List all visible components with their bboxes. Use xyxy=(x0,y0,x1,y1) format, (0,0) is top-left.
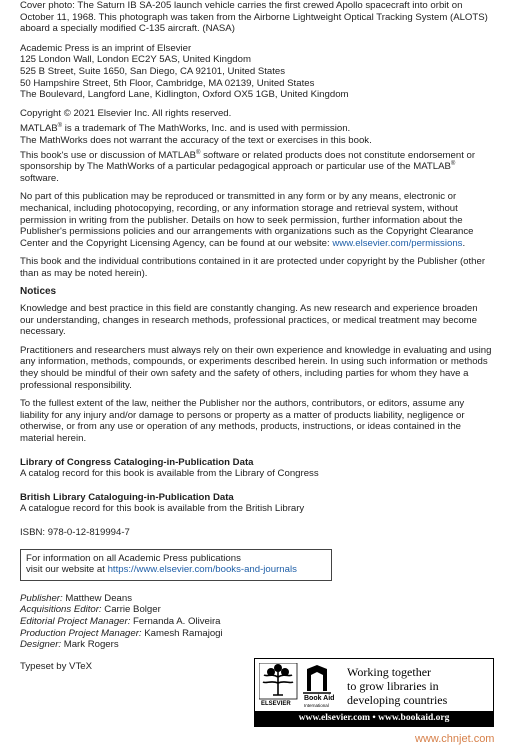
credit-name: Carrie Bolger xyxy=(101,604,161,616)
books-journals-link[interactable]: https://www.elsevier.com/books-and-journals xyxy=(107,564,297,576)
registered-mark: ® xyxy=(450,160,456,167)
info-box-line: For information on all Academic Press publications xyxy=(26,552,241,564)
loc-cip-block xyxy=(20,457,492,480)
notices-paragraph-1: Knowledge and best practice in this field are constantly changing. As new research and experience broaden our understanding, changes in research methods, professional practices, or medical treatment may become necessary. xyxy=(20,303,478,338)
credit-name: Mark Rogers xyxy=(61,639,119,651)
bl-cip-text: A catalogue record for this book is available from the British Library xyxy=(20,503,305,515)
watermark: www.chnjet.com xyxy=(415,733,495,745)
bookaid-sublabel: International xyxy=(304,703,329,708)
copyright-page xyxy=(20,0,492,672)
permissions-end: . xyxy=(462,237,466,249)
loc-cip-text: A catalog record for this book is available from the Library of Congress xyxy=(20,468,319,480)
credit-role: Publisher: xyxy=(20,592,63,604)
credit-role: Designer: xyxy=(20,639,62,651)
isbn: ISBN: 978-0-12-819994-7 xyxy=(20,526,130,538)
address-line: 125 London Wall, London EC2Y 5AS, United Kingdom xyxy=(20,54,251,66)
notices-heading: Notices xyxy=(20,286,57,298)
info-box xyxy=(20,549,332,581)
credit-line xyxy=(20,628,492,640)
credit-name: Kamesh Ramajogi xyxy=(141,627,223,639)
elsevier-label: ELSEVIER xyxy=(261,701,291,707)
bookaid-label: Book Aid xyxy=(304,695,335,702)
credit-name: Matthew Deans xyxy=(62,592,132,604)
cover-photo-caption: Cover photo: The Saturn IB SA-205 launch vehicle carries the first crewed Apollo spacecraft into orbit on October 11, 1968. This photograph was taken from the Airborne Lightweight Optical Tracking System (ALOTS) aboard a specially modified C-135 aircraft. (NASA) xyxy=(20,0,488,35)
permissions-paragraph xyxy=(20,191,492,249)
address-line: 50 Hampshire Street, 5th Floor, Cambridge, MA 02139, United States xyxy=(20,77,315,89)
credits-block xyxy=(20,593,492,651)
protected-paragraph: This book and the individual contributions contained in it are protected under copyright by the Publisher (other than as may be noted herein). xyxy=(20,256,486,279)
notices-paragraph-3: To the fullest extent of the law, neither the Publisher nor the authors, contributors, or editors, assume any liability for any injury and/or damage to persons or property as a matter of products liability, negligence or otherwise, or from any use or operation of any methods, products, instructions, or ideas contained in the material herein. xyxy=(20,398,465,444)
tagline-line: developing countries xyxy=(347,693,448,707)
badge-tagline xyxy=(347,665,493,707)
credit-line xyxy=(20,593,492,605)
credit-role: Production Project Manager: xyxy=(20,627,142,639)
credit-role: Acquisitions Editor: xyxy=(20,604,102,616)
matlab-use-text-1: This book's use or discussion of MATLAB xyxy=(20,149,197,161)
credit-line xyxy=(20,639,492,651)
tagline-line: to grow libraries in xyxy=(347,679,439,693)
tagline-line: Working together xyxy=(347,665,432,679)
copyright-line: Copyright © 2021 Elsevier Inc. All rights reserved. xyxy=(20,107,232,119)
matlab-warranty: The MathWorks does not warrant the accuracy of the text or exercises in this book. xyxy=(20,134,372,146)
notices-paragraph-2: Practitioners and researchers must always rely on their own experience and knowledge in evaluating and using any information, methods, compounds, or experiments described herein. In using such information or methods they should be mindful of their own safety and the safety of others, including parties for whom they have a professional responsibility. xyxy=(20,344,492,391)
credit-name: Fernanda A. Oliveira xyxy=(130,615,221,627)
imprint-line: Academic Press is an imprint of Elsevier xyxy=(20,42,192,54)
address-line: The Boulevard, Langford Lane, Kidlington, Oxford OX5 1GB, United Kingdom xyxy=(20,89,349,101)
info-box-link-line xyxy=(26,564,326,576)
credit-role: Editorial Project Manager: xyxy=(20,615,131,627)
credit-line xyxy=(20,604,492,616)
bl-cip-heading: British Library Cataloguing-in-Publication Data xyxy=(20,491,234,503)
permissions-link[interactable]: www.elsevier.com/permissions xyxy=(332,237,463,249)
matlab-use xyxy=(20,150,492,185)
typeset-line: Typeset by VTeX xyxy=(20,660,92,672)
permissions-text: No part of this publication may be reproduced or transmitted in any form or by any means, electronic or mechanical, including photocopying, recording, or any information storage and retrieval system, without permission in writing from the publisher. Details on how to seek permission, further information about the Publisher's permissions policies and our arrangements with organizations such as the Copyright Clearance Center and the Copyright Licensing Agency, can be found at our website: xyxy=(20,191,474,249)
imprint-block xyxy=(20,43,492,101)
credit-line xyxy=(20,616,492,628)
matlab-use-text-3: software. xyxy=(20,172,59,184)
matlab-trademark xyxy=(20,123,492,135)
badge-footer-urls[interactable]: www.elsevier.com • www.bookaid.org xyxy=(255,711,493,726)
info-box-prefix: visit our website at xyxy=(26,564,108,576)
matlab-word: MATLAB xyxy=(20,123,58,135)
matlab-use-text-2: software or related products does not constitute endorsement or sponsorship by The MathWorks of a particular pedagogical approach or particular use of the MATLAB xyxy=(20,149,476,173)
loc-cip-heading: Library of Congress Cataloging-in-Publication Data xyxy=(20,456,254,468)
bl-cip-block xyxy=(20,492,492,515)
book-aid-badge xyxy=(254,658,494,727)
registered-mark: ® xyxy=(196,149,201,156)
registered-mark: ® xyxy=(57,123,63,130)
matlab-trademark-text: is a trademark of The MathWorks, Inc. and is used with permission. xyxy=(62,123,351,135)
address-line: 525 B Street, Suite 1650, San Diego, CA 92101, United States xyxy=(20,65,286,77)
